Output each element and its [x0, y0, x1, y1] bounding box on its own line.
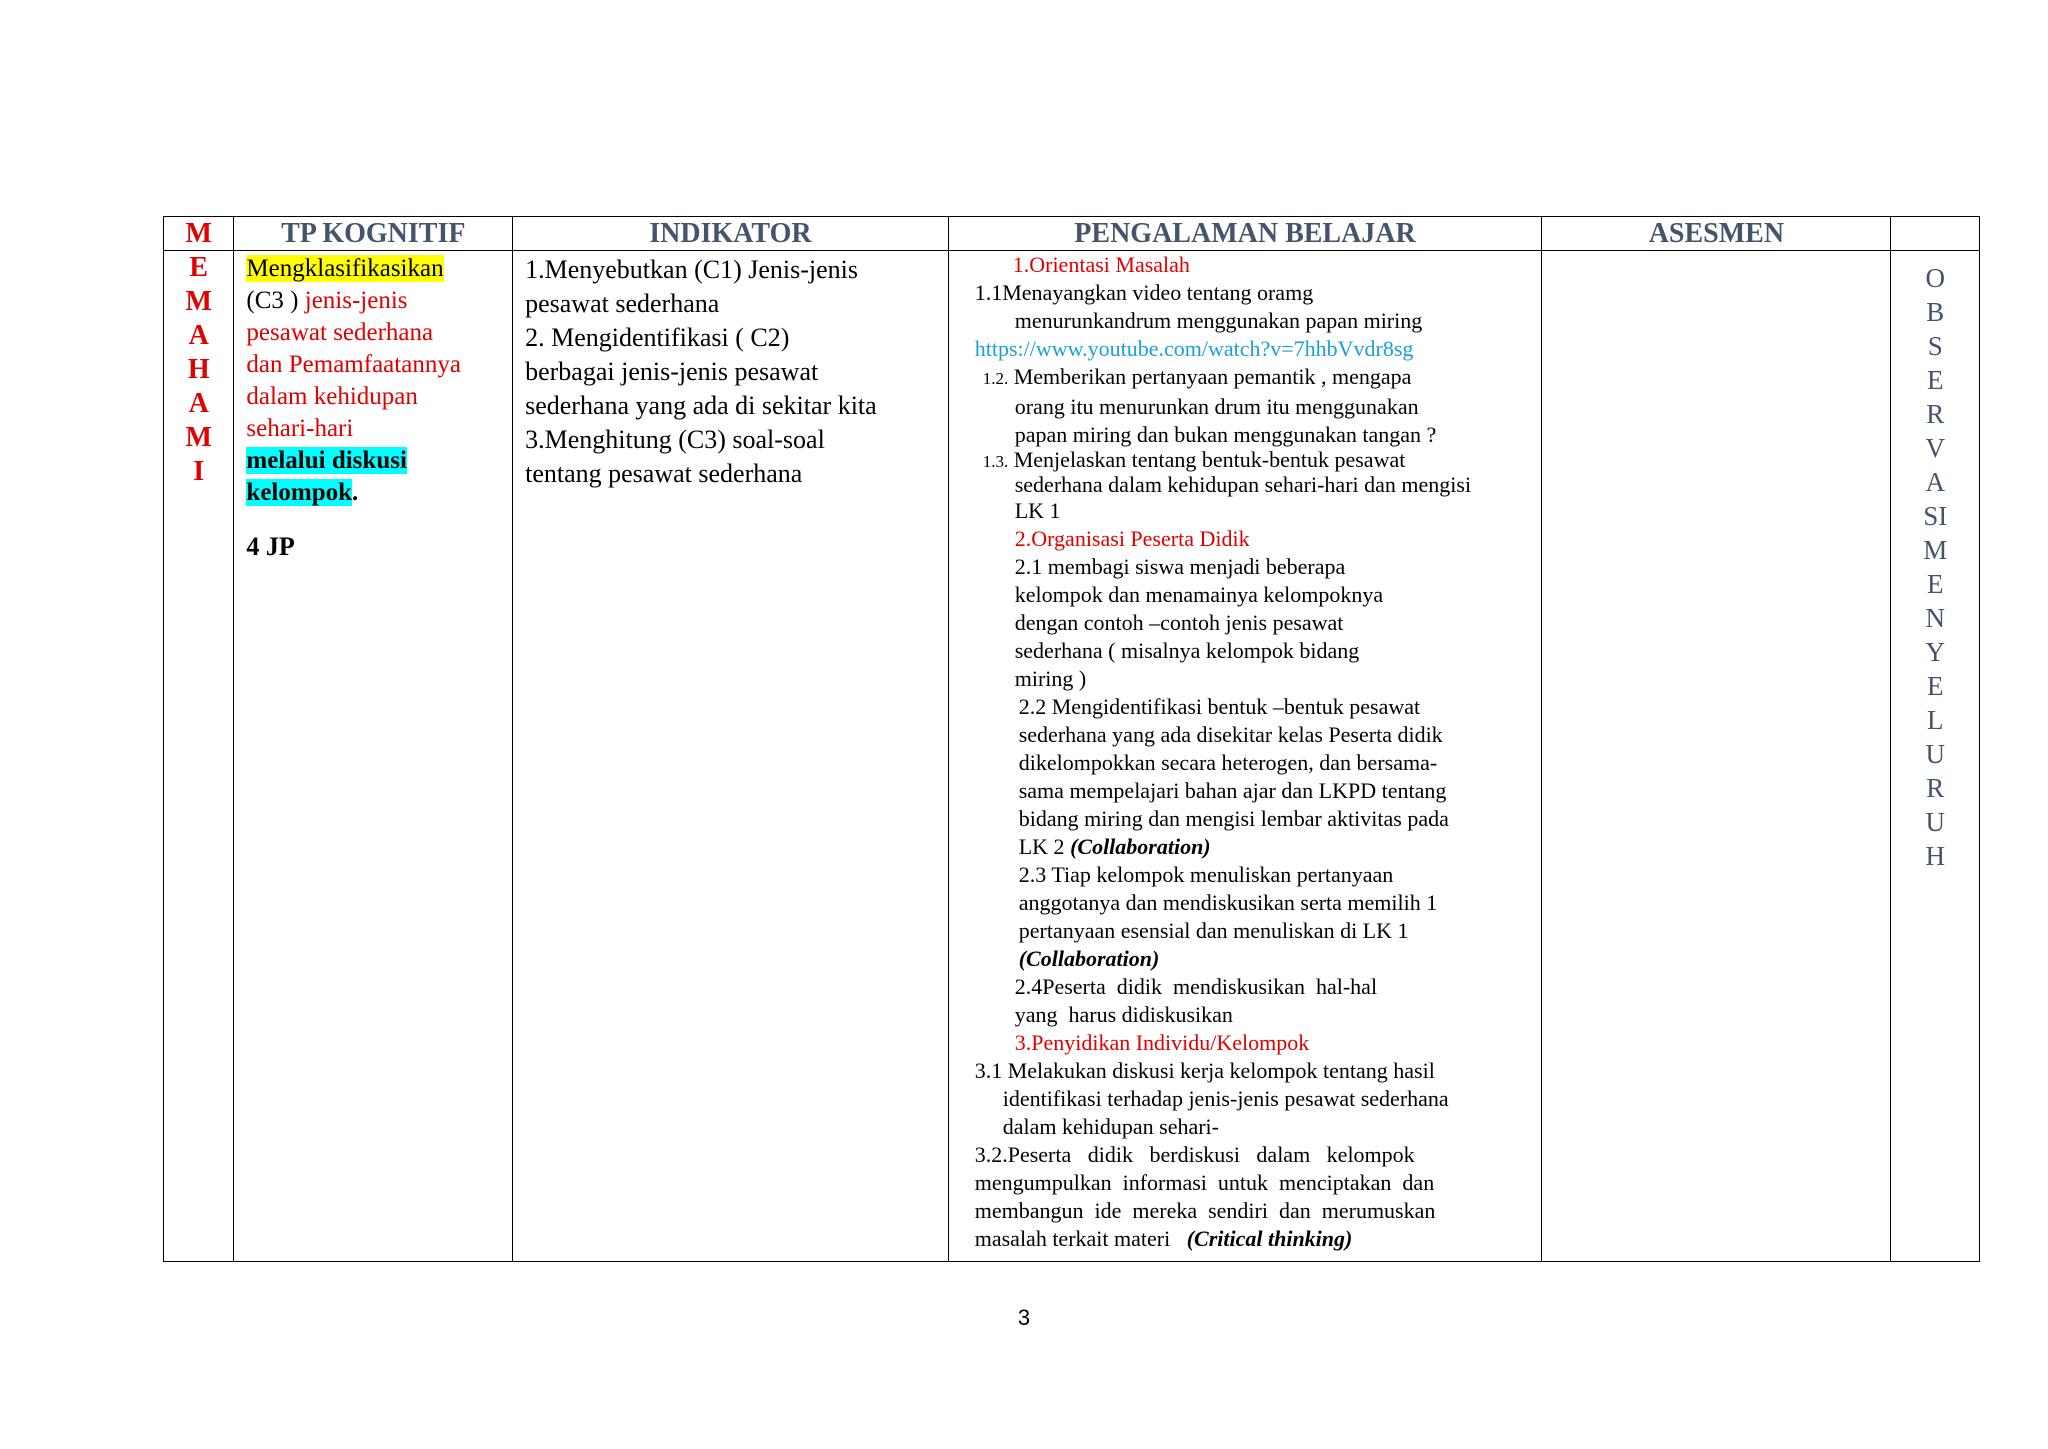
vertical-letter: M — [1923, 535, 1948, 565]
header-m: M — [164, 217, 234, 251]
step-line: sama mempelajari bahan ajar dan LKPD tentang — [1018, 778, 1447, 803]
step-line: kelompok dan menamainya kelompoknya — [1014, 582, 1384, 607]
vertical-letter: U — [1925, 739, 1945, 769]
vertical-letter: Y — [1925, 637, 1945, 667]
step-line: menurunkandrum menggunakan papan miring — [1014, 308, 1423, 333]
step-line: bidang miring dan mengisi lembar aktivitas pada — [1018, 806, 1449, 831]
vertical-letter: V — [1925, 433, 1945, 463]
memahami-cell — [164, 251, 234, 1262]
step-number: 1.2. — [982, 369, 1009, 388]
step-line: papan miring dan bukan menggunakan tangan ? — [1014, 422, 1437, 447]
step-line: membangun ide mereka sendiri dan merumuskan — [974, 1198, 1436, 1223]
vertical-letter: E — [1926, 365, 1944, 395]
vertical-letter: B — [1926, 297, 1945, 327]
indikator-line: 2. Mengidentifikasi ( C2) — [525, 323, 790, 352]
vertical-letter: A — [188, 320, 209, 351]
header-pengalaman-belajar: PENGALAMAN BELAJAR — [948, 217, 1542, 251]
step-line: dengan contoh –contoh jenis pesawat — [1014, 610, 1344, 635]
step-line: 2.1 membagi siswa menjadi beberapa — [1014, 554, 1346, 579]
vertical-letter: A — [188, 388, 209, 419]
tp-kognitif-cell — [234, 251, 513, 1262]
collaboration-label: (Collaboration) — [1070, 834, 1211, 859]
vertical-letter: SI — [1923, 501, 1948, 531]
tp-method: melalui diskusi — [246, 447, 407, 474]
indikator-line: pesawat sederhana — [525, 289, 720, 318]
indikator-line: sederhana yang ada di sekitar kita — [525, 391, 877, 420]
indikator-cell — [513, 251, 949, 1262]
vertical-letter: S — [1927, 331, 1943, 361]
vertical-letter: H — [1925, 841, 1945, 871]
indikator-line: 3.Menghitung (C3) soal-soal — [525, 425, 825, 454]
pengalaman-belajar-text — [949, 251, 1542, 1253]
page-number: 3 — [1017, 1305, 1031, 1330]
vertical-letter: M — [185, 422, 212, 453]
tp-verb: Mengklasifikasikan — [246, 255, 444, 282]
indikator-line: 1.Menyebutkan (C1) Jenis-jenis — [525, 255, 858, 284]
step-line: miring ) — [1014, 666, 1087, 691]
step-line: Menjelaskan tentang bentuk-bentuk pesawat — [1008, 447, 1406, 472]
vertical-letter: E — [1926, 569, 1944, 599]
step-line: Memberikan pertanyaan pemantik , mengapa — [1008, 364, 1412, 389]
step-number: 1.3. — [982, 452, 1009, 471]
lesson-plan-table — [163, 216, 1980, 1262]
collaboration-label: (Collaboration) — [1018, 946, 1160, 971]
step-line: LK 2 — [1018, 834, 1071, 859]
pengalaman-belajar-cell — [948, 251, 1542, 1262]
asesmen-cell — [1542, 251, 1891, 1262]
memahami-vertical-label — [164, 251, 233, 489]
vertical-letter: I — [193, 456, 205, 487]
step-line: pertanyaan esensial dan menuliskan di LK 1 — [1018, 918, 1409, 943]
critical-thinking-label: (Critical thinking) — [1186, 1226, 1353, 1251]
vertical-letter: E — [189, 252, 209, 283]
header-indikator: INDIKATOR — [513, 217, 949, 251]
vertical-letter: L — [1926, 705, 1944, 735]
tp-method: kelompok — [246, 479, 353, 506]
tp-jp: 4 JP — [246, 532, 295, 561]
step-line: 2.2 Mengidentifikasi bentuk –bentuk pesawat — [1018, 694, 1421, 719]
step-line: LK 1 — [1014, 498, 1061, 523]
header-row — [164, 217, 1980, 251]
vertical-letter: N — [1925, 603, 1945, 633]
step-line: masalah terkait materi — [974, 1226, 1187, 1251]
content-row — [164, 251, 1980, 1262]
step-line: sederhana ( misalnya kelompok bidang — [1014, 638, 1360, 663]
tp-line: sehari-hari — [246, 415, 354, 442]
header-empty — [1891, 217, 1980, 251]
indikator-text — [513, 251, 948, 491]
video-link[interactable]: https://www.youtube.com/watch?v=7hhbVvdr8sg — [974, 336, 1414, 361]
step-line: yang harus didiskusikan — [1014, 1002, 1233, 1027]
step-line: 2.4Peserta didik mendiskusikan hal-hal — [1014, 974, 1378, 999]
vertical-letter: U — [1925, 807, 1945, 837]
step-line: dalam kehidupan sehari- — [1002, 1114, 1219, 1139]
tp-line: dan Pemamfaatannya — [246, 351, 461, 378]
indikator-line: berbagai jenis-jenis pesawat — [525, 357, 819, 386]
step-line: sederhana dalam kehidupan sehari-hari dan mengisi — [1014, 472, 1472, 497]
vertical-letter: R — [1926, 399, 1945, 429]
step-line: 2.3 Tiap kelompok menuliskan pertanyaan — [1018, 862, 1394, 887]
tp-kognitif-text — [234, 251, 512, 563]
step-line: orang itu menurunkan drum itu menggunakan — [1014, 394, 1419, 419]
vertical-letter: A — [1925, 467, 1945, 497]
vertical-letter: R — [1926, 773, 1945, 803]
header-asesmen: ASESMEN — [1542, 217, 1891, 251]
indikator-line: tentang pesawat sederhana — [525, 459, 803, 488]
step-line: mengumpulkan informasi untuk menciptakan dan — [974, 1170, 1435, 1195]
vertical-letter: H — [187, 354, 210, 385]
observasi-cell — [1891, 251, 1980, 1262]
header-tp-kognitif: TP KOGNITIF — [234, 217, 513, 251]
section-title: 2.Organisasi Peserta Didik — [1014, 526, 1250, 551]
tp-line: pesawat sederhana — [246, 319, 434, 346]
observasi-vertical-label — [1891, 251, 1979, 873]
step-line: identifikasi terhadap jenis-jenis pesawat sederhana — [1002, 1086, 1449, 1111]
step-line: 3.2.Peserta didik berdiskusi dalam kelompok — [974, 1142, 1415, 1167]
step-line: 3.1 Melakukan diskusi kerja kelompok tentang hasil — [974, 1058, 1435, 1083]
vertical-letter: M — [185, 286, 212, 317]
vertical-letter: E — [1926, 671, 1944, 701]
tp-object: jenis-jenis — [298, 287, 408, 314]
section-title: 3.Penyidikan Individu/Kelompok — [1014, 1030, 1310, 1055]
tp-line: dalam kehidupan — [246, 383, 418, 410]
section-title: 1.Orientasi Masalah — [1012, 252, 1190, 277]
tp-level: (C3 ) — [246, 287, 299, 314]
tp-period: . — [352, 479, 359, 506]
step-line: 1.1Menayangkan video tentang oramg — [974, 280, 1314, 305]
step-line: anggotanya dan mendiskusikan serta memilih 1 — [1018, 890, 1438, 915]
step-line: sederhana yang ada disekitar kelas Peserta didik — [1018, 722, 1443, 747]
vertical-letter: O — [1925, 263, 1945, 293]
step-line: dikelompokkan secara heterogen, dan bersama- — [1018, 750, 1438, 775]
